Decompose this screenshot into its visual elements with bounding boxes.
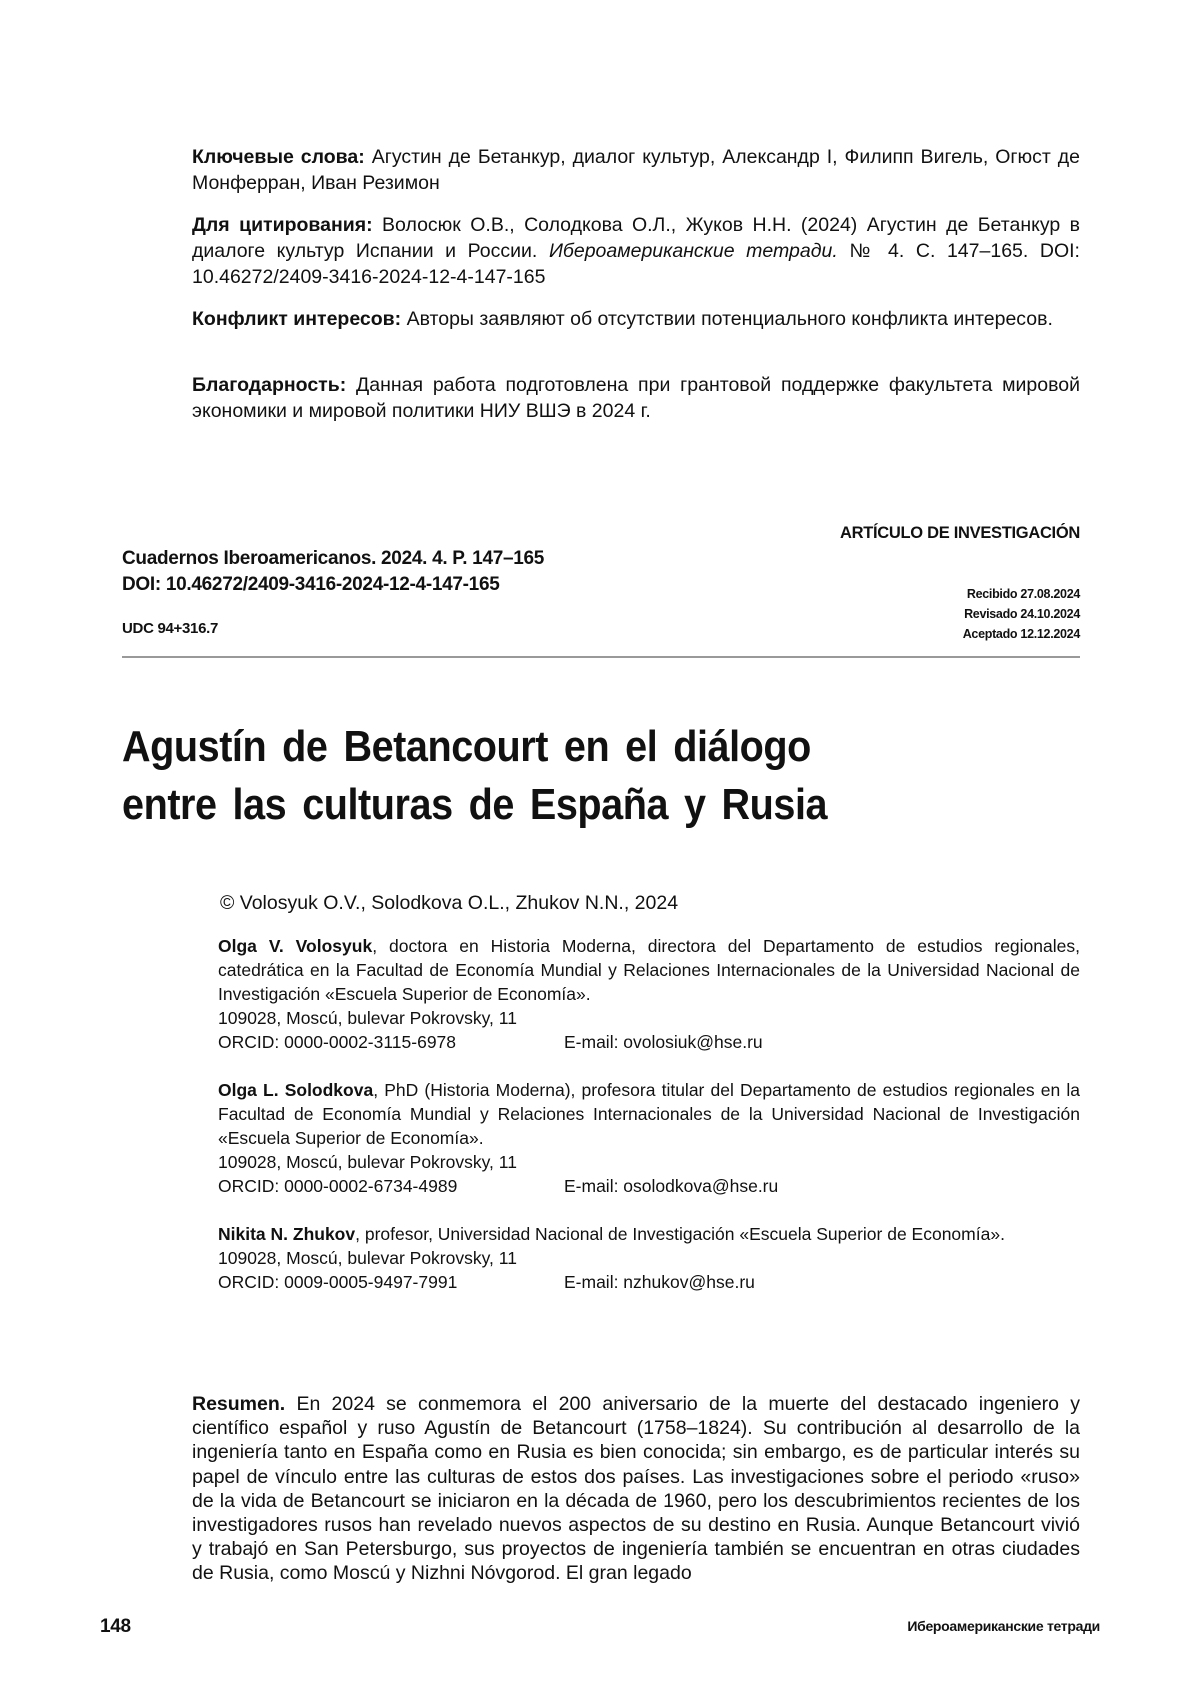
- author-orcid: ORCID: 0000-0002-6734-4989: [218, 1176, 458, 1196]
- footer-journal-name: Ибероамериканские тетради: [907, 1618, 1100, 1634]
- author-desc: , profesor, Universidad Nacional de Investigación «Escuela Superior de Economía».: [355, 1224, 1005, 1244]
- header-divider: [122, 656, 1080, 658]
- citation-text: Волосюк О.В., Солодкова О.Л., Жуков Н.Н. (2024) Агустин де Бетанкур в диалоге культур Испании и России.: [192, 214, 1080, 262]
- thanks-label: Благодарность:: [192, 374, 347, 396]
- conflict-text: Авторы заявляют об отсутствии потенциального конфликта интересов.: [401, 308, 1053, 330]
- keywords-text: Агустин де Бетанкур, диалог культур, Александр I, Филипп Вигель, Огюст де Монферран, Иван Резимон: [192, 146, 1080, 194]
- conflict-paragraph: [192, 306, 1080, 332]
- author-address: 109028, Moscú, bulevar Pokrovsky, 11: [218, 1248, 517, 1268]
- resumen-label: Resumen.: [192, 1393, 286, 1415]
- page-number: 148: [100, 1616, 131, 1637]
- date-accepted: Aceptado 12.12.2024: [962, 627, 1080, 641]
- dates-block: [800, 584, 1080, 644]
- citation-journal: Ибероамериканские тетради.: [548, 240, 838, 262]
- author-address: 109028, Moscú, bulevar Pokrovsky, 11: [218, 1008, 517, 1028]
- author-email: E-mail: nzhukov@hse.ru: [564, 1272, 755, 1292]
- resumen-text: En 2024 se conmemora el 200 aniversario de la muerte del destacado ingeniero y científico español y ruso Agustín de Betancourt (1758–1824). Su contribución al desarrollo de la ingeniería tanto en España como en Rusia es bien conocida; sin embargo, es de particular interés su papel de vínculo entre las culturas de estos dos países. Las investigaciones sobre el periodo «ruso» de la vida de Betancourt se iniciaron en la década de 1960, pero los descubrimientos recientes de los investigadores rusos han revelado nuevos aspectos de su destino en Rusia. Aunque Betancourt vivió y trabajó en San Petersburgo, sus proyectos de ingeniería también se encuentran en otras ciudades de Rusia, como Moscú y Nizhni Nóvgorod. El gran legado: [192, 1393, 1080, 1585]
- date-received: Recibido 27.08.2024: [966, 587, 1080, 601]
- author-email: E-mail: osolodkova@hse.ru: [564, 1176, 779, 1196]
- resumen-paragraph: [192, 1392, 1080, 1586]
- conflict-label: Конфликт интересов:: [192, 308, 402, 330]
- journal-ref: Cuadernos Iberoamericanos. 2024. 4. P. 147–165: [122, 548, 545, 569]
- author-name: Nikita N. Zhukov: [218, 1224, 356, 1244]
- thanks-paragraph: [192, 372, 1080, 424]
- date-revised: Revisado 24.10.2024: [964, 607, 1080, 621]
- author-block-2: [218, 1078, 1080, 1198]
- title-line-1: Agustín de Betancourt en el diálogo: [122, 722, 811, 771]
- author-desc: , PhD (Historia Moderna), profesora titular del Departamento de estudios regionales en la Facultad de Economía Mundial y Relaciones Internacionales de la Universidad Nacional de Investigación «Escuela Superior de Economía».: [218, 1080, 1080, 1148]
- author-name: Olga L. Solodkova: [218, 1080, 374, 1100]
- author-email: E-mail: ovolosiuk@hse.ru: [564, 1032, 763, 1052]
- thanks-text: Данная работа подготовлена при грантовой поддержке факультета мировой экономики и мировой политики НИУ ВШЭ в 2024 г.: [192, 374, 1080, 422]
- article-title: [122, 718, 1022, 834]
- author-orcid: ORCID: 0000-0002-3115-6978: [218, 1032, 457, 1052]
- author-address: 109028, Moscú, bulevar Pokrovsky, 11: [218, 1152, 517, 1172]
- udc: UDC 94+316.7: [122, 620, 219, 637]
- citation-label: Для цитирования:: [192, 214, 373, 236]
- copyright: © Volosyuk O.V., Solodkova O.L., Zhukov N.N., 2024: [220, 892, 679, 914]
- citation-paragraph: [192, 212, 1080, 290]
- author-desc: , doctora en Historia Moderna, directora del Departamento de estudios regionales, catedrática en la Facultad de Economía Mundial y Relaciones Internacionales de la Universidad Nacional de Investigación «Escuela Superior de Economía».: [218, 936, 1080, 1004]
- doi: DOI: 10.46272/2409-3416-2024-12-4-147-165: [122, 574, 500, 595]
- keywords-paragraph: [192, 144, 1080, 196]
- article-type: ARTÍCULO DE INVESTIGACIÓN: [839, 524, 1080, 542]
- citation-text-after: № 4. С. 147–165. DOI: 10.46272/2409-3416-2024-12-4-147-165: [192, 240, 1080, 288]
- keywords-label: Ключевые слова:: [192, 146, 365, 168]
- author-block-3: [218, 1222, 1080, 1294]
- title-line-2: entre las culturas de España y Rusia: [122, 780, 828, 829]
- author-block-1: [218, 934, 1080, 1054]
- author-name: Olga V. Volosyuk: [218, 936, 373, 956]
- author-orcid: ORCID: 0009-0005-9497-7991: [218, 1272, 458, 1292]
